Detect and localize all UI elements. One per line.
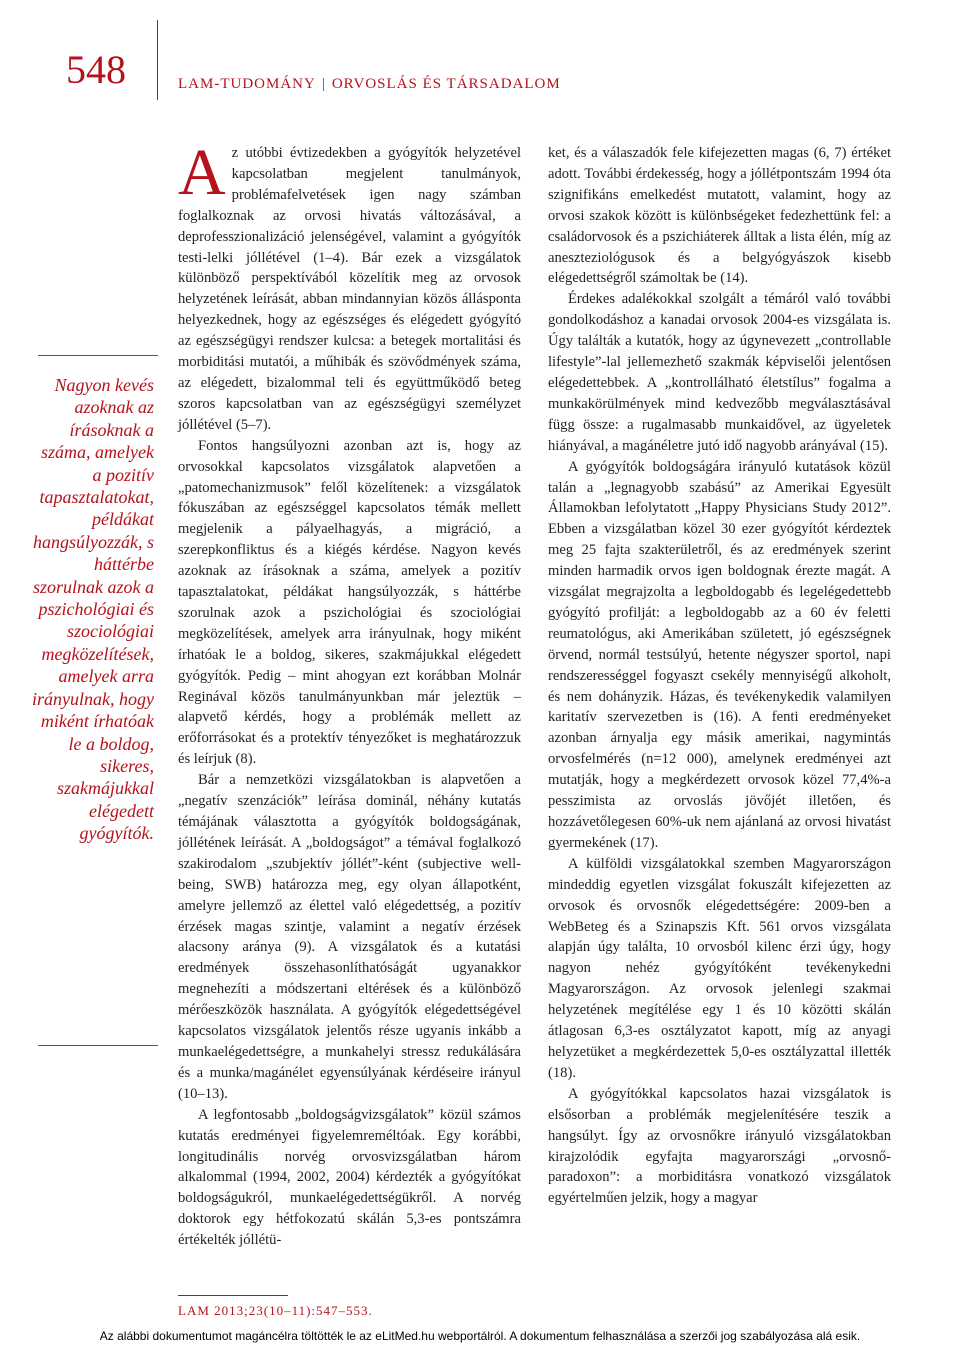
paragraph: A külföldi vizsgálatokkal szemben Magyarországon mindeddig egyetlen vizsgálat fokuszált kifejezetten az orvosok és orvosnők elégedettségére: 2009-ben a WebBeteg és a Szinapszis Kft. 561 orvos vizsgálata alapján úgy találta, 10 orvosból kilenc érzi úgy, hogy nagyon nehéz gyógyítóként tevékenykedni Magyarországon. Az orvosok jelenlegi szakmai helyzetének megítélése egy 1 és 10 közötti skálán átlagosan 6,3-es osztályzatot kapott, míg az anyagi helyzetüket a megkérdezettek 5,0-es osztályzattal illették (18). (548, 855, 891, 1081)
paragraph: A legfontosabb „boldogságvizsgálatok” közül számos kutatás eredményei figyelemreméltóak. Egy korábbi, longitudinális norvég orvosvizsgálatban három alkalommal (1994, 2002, 2004) kérdezték a gyógyítókat boldogságukról, munkaelégedettségükről. A norvég doktorok egy hétfokozatú skálán 5,3-es pontszámra értékelték jóllétü- (178, 1106, 521, 1249)
running-head (178, 76, 561, 93)
header-divider (157, 20, 158, 100)
left-column (178, 136, 521, 1251)
page-number: 548 (66, 47, 126, 92)
download-disclaimer: Az alábbi dokumentumot magáncélra töltötték le az eLitMed.hu webportálról. A dokumentum felhasználása a szerzői jog szabályozása alá esik. (99, 1329, 861, 1343)
pull-quote: Nagyon kevés azoknak az írásoknak a száma, amelyek a pozitív tapasztalatokat, példákat hangsúlyozzák, s háttérbe szorulnak azok a pszichológiai és szociológiai megközelítések, amelyek arra irányulnak, hogy miként írhatóak le a boldog, sikeres, szakmájukkal elégedett gyógyítók. (32, 375, 154, 844)
paragraph: A gyógyítók boldogságára irányuló kutatások közül talán a „legnagyobb szabású” az Amerikai Egyesült Államokban lefolytatott „Happy Physicians Study 2012”. Ebben a vizsgálatban közel 30 ezer gyógyítót kérdeztek meg 25 fajta szakterületről, és az eredmények szerint minden harmadik orvos igen boldognak érezte magát. A vizsgálat megrajzolta a legboldogabb és legelégedettebb gyógyító profilját: a legboldogabb az a 60 év feletti reumatológus, aki Amerikában született, jó egészségnek örvend, normál testsúlyú, hetente négyszer sportol, napi rendszerességgel fogyaszt csekély mennyiségű alkoholt, és nem dohányzik. Házas, és tevékenykedik valamilyen karitatív szervezetben is (16). A fenti eredményeket azonban árnyalja egy másik amerikai, nagymintás orvosfelmérés (n=12 000), amelynek eredményei azt mutatják, hogy a megkérdezett orvosok közel 77,4%-a pesszimista az orvoslás jövőjét illetően, és hozzávetőlegesen 60%-uk nem ajánlaná az orvosi hivatást gyermekének (17). (548, 458, 891, 851)
header-separator: | (321, 76, 326, 92)
paragraph (178, 136, 521, 436)
drop-cap: A (178, 136, 226, 209)
citation: LAM 2013;23(10–11):547–553. (178, 1303, 373, 1318)
paragraph: ket, és a válaszadók fele kifejezetten magas (6, 7) értéket adott. További érdekesség, hogy a jóllétpontszám 1994 óta szignifikáns emelkedést mutatott, valamint, hogy az orvosi szakok között is különbségeket fedezhettünk fel: a családorvosok és a pszichiáterek álltak a lista élén, míg az aneszteziológusok és a belgyógyászok kisebb elégedettségről számoltak be (14). (548, 145, 891, 287)
pull-quote-rule-bottom (38, 1045, 158, 1046)
paragraph: A gyógyítókkal kapcsolatos hazai vizsgálatok is elsősorban a problémák megjelenítésére teszik a hangsúlyt. Így az orvosnőkre irányuló vizsgálatokban kirajzolódik egyfajta magyarországi „orvosnő-paradoxon”: a morbiditásra vonatkozó vizsgálatok egyértelműen jelzik, hogy a magyar (548, 1085, 891, 1207)
right-column (548, 143, 891, 1209)
paragraph: Érdekes adalékokkal szolgált a témáról való további gondolkodáshoz a kanadai orvosok 2004-es vizsgálata is. Úgy találták a kutatók, hogy az úgynevezett „controllable lifestyle”-lal jellemezhető szakmák képviselői jelentősen elégedettebbek. A „kontrollálható életstílus” fogalma a munkakörülmények mind kedvezőbb megválasztásával függ össze: a rugalmasabb munkaidővel, az ügyeletek hiányával, a magánéletre jutó idő nagyobb arányával (15). (548, 291, 891, 454)
footer-rule (178, 1295, 288, 1296)
paragraph: Bár a nemzetközi vizsgálatokban is alapvetően a „negatív szenzációk” leírása dominál, néhány kutatás témájának választotta a gyógyítók boldogságának, jóllétének leírását. A „boldogságot” a témával foglalkozó szakirodalom „szubjektív jóllét”-ként (subjective well-being, SWB) határozza meg, egy olyan állapotként, amelyre jellemző az élettel való elégedettség, a pozitív érzések magas szintje, valamint a negatív érzések alacsony aránya (9). A vizsgálatok és a kutatási eredmények összehasonlíthatóságát ugyanakkor megnehezíti a módszertani eltérések és a különböző mérőeszközök használata. A gyógyítók elégedettségével kapcsolatos vizsgálatok jelentős része ugyanis inkább a munkaelégedettségre, a munkahelyi stressz redukálására és a munka/magánélet egyensúlyának kérdéseire irányul (10–13). (178, 772, 521, 1102)
journal-name: LAM-TUDOMÁNY (178, 76, 316, 92)
section-title: ORVOSLÁS ÉS TÁRSADALOM (331, 76, 561, 92)
paragraph-text: z utóbbi évtizedekben a gyógyítók helyzetével kapcsolatban megjelent tanulmányok, problémafelvetések igen nagy számban foglalkoznak az orvosi hivatás változásával, a deprofesszionalizáció jelenségével, valamint a gyógyítók testi-lelki jóllétével (1–4). Bár ezek a vizsgálatok különböző perspektívából közelítik meg az orvosok helyzetének leírását, abban mindannyian közös állásponta helyezkednek, hogy az egészséges és elégedett gyógyító az egészségügyi rendszer kulcsa: a betegek mortalitási és morbiditási mutatói, a műhibák és szövődmények száma, az elégedett, bizalommal teli és együttműködő beteg szoros kapcsolatban van az egészségügyi személyzet jóllétével (5–7). (178, 145, 521, 433)
paragraph: Fontos hangsúlyozni azonban azt is, hogy az orvosokkal kapcsolatos vizsgálatok alapvetően a „patomechanizmusok” felől közelítenek: a vizsgálatok fókuszában az egészséggel kapcsolatos témák mellett megjelenik a pályaelhagyás, a migráció, a szerepkonfliktus és a kiégés kérdése. Nagyon kevés azoknak az írásoknak a száma, amelyek a pozitív tapasztalatokat, példákat hangsúlyozzák, s háttérbe szorulnak azok a pszichológiai és szociológiai megközelítések, amelyek arra irányulnak, hogy miként írhatóak le a boldog, sikeres, szakmájukkal elégedett gyógyítók. Pedig – mint ahogyan ezt korábban Molnár Reginával közös tanulmányunkban már jeleztük – alapvető kérdés, hogy a problémák mellett az erőforrásokat és a protektív tényezőket is meghatározzuk és leírjuk (8). (178, 437, 521, 768)
pull-quote-rule-top (38, 355, 158, 356)
